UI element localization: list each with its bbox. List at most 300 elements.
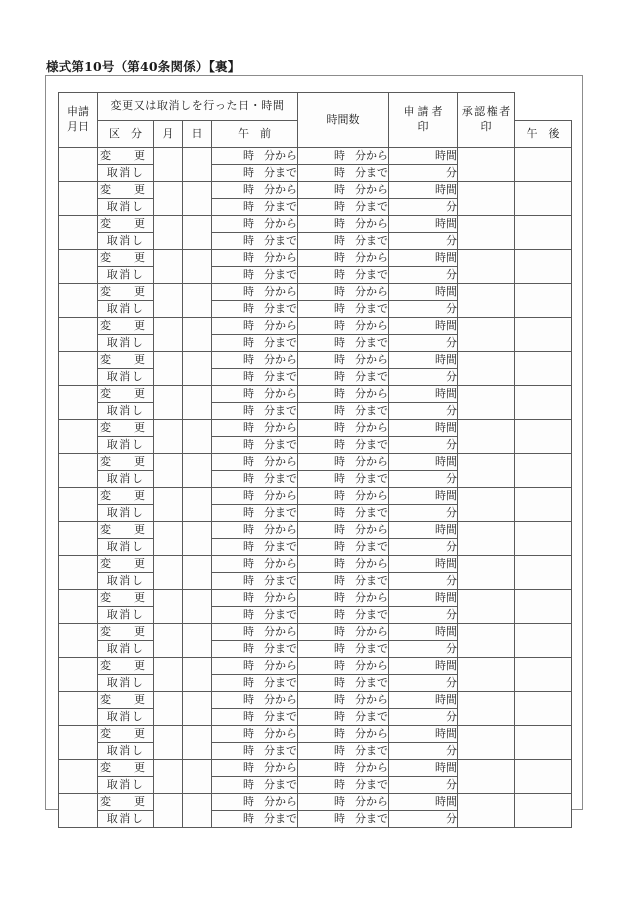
cell-application-date[interactable] (59, 692, 98, 726)
cell-applicant-seal[interactable] (458, 556, 515, 590)
cell-minutes[interactable]: 分 (389, 369, 458, 386)
cell-approver-seal[interactable] (515, 250, 572, 284)
cell-kubun-cancel[interactable]: 取消し (98, 505, 154, 522)
cell-kubun-cancel[interactable]: 取消し (98, 573, 154, 590)
cell-pm-to[interactable]: 時 分まで (298, 233, 389, 250)
cell-kubun-cancel[interactable]: 取消し (98, 369, 154, 386)
table-row (59, 658, 572, 675)
cell-day[interactable] (183, 556, 212, 590)
cell-pm-to[interactable]: 時 分まで (298, 743, 389, 760)
cell-approver-seal[interactable] (515, 182, 572, 216)
cell-am-to[interactable]: 時 分まで (212, 539, 298, 556)
cell-applicant-seal[interactable] (458, 692, 515, 726)
table-row (59, 624, 572, 641)
cell-pm-to[interactable]: 時 分まで (298, 199, 389, 216)
cell-applicant-seal[interactable] (458, 658, 515, 692)
cell-approver-seal[interactable] (515, 284, 572, 318)
cell-minutes[interactable]: 分 (389, 607, 458, 624)
cell-am-to[interactable]: 時 分まで (212, 403, 298, 420)
cell-am-from[interactable]: 時 分から (212, 216, 298, 233)
cell-hours[interactable]: 時間 (389, 318, 458, 335)
cell-application-date[interactable] (59, 284, 98, 318)
cell-minutes[interactable]: 分 (389, 811, 458, 828)
cell-application-date[interactable] (59, 556, 98, 590)
header-row-1 (59, 93, 572, 121)
header-applicant-seal-line2: 印 (417, 120, 429, 133)
cell-kubun-change[interactable]: 変 更 (98, 692, 154, 709)
table-row (59, 556, 572, 573)
cell-day[interactable] (183, 658, 212, 692)
cell-approver-seal[interactable] (515, 386, 572, 420)
cell-am-from[interactable]: 時 分から (212, 794, 298, 811)
cell-am-from[interactable]: 時 分から (212, 454, 298, 471)
table-row (59, 318, 572, 335)
cell-application-date[interactable] (59, 250, 98, 284)
cell-am-to[interactable]: 時 分まで (212, 777, 298, 794)
cell-am-from[interactable]: 時 分から (212, 182, 298, 199)
cell-am-to[interactable]: 時 分まで (212, 301, 298, 318)
header-group-title: 変更又は取消しを行った日・時間 (98, 93, 298, 121)
cell-hours[interactable]: 時間 (389, 692, 458, 709)
cell-approver-seal[interactable] (515, 590, 572, 624)
change-cancel-record-table (58, 92, 572, 828)
cell-kubun-cancel[interactable]: 取消し (98, 539, 154, 556)
table-header (59, 93, 572, 148)
cell-am-to[interactable]: 時 分まで (212, 675, 298, 692)
table-row (59, 284, 572, 301)
cell-approver-seal[interactable] (515, 488, 572, 522)
table-row (59, 692, 572, 709)
cell-kubun-change[interactable]: 変 更 (98, 522, 154, 539)
cell-kubun-cancel[interactable]: 取消し (98, 471, 154, 488)
cell-month[interactable] (154, 250, 183, 284)
cell-pm-from[interactable]: 時 分から (298, 318, 389, 335)
cell-am-from[interactable]: 時 分から (212, 148, 298, 165)
cell-month[interactable] (154, 386, 183, 420)
cell-month[interactable] (154, 760, 183, 794)
cell-applicant-seal[interactable] (458, 624, 515, 658)
cell-kubun-change[interactable]: 変 更 (98, 760, 154, 777)
cell-kubun-cancel[interactable]: 取消し (98, 641, 154, 658)
cell-day[interactable] (183, 284, 212, 318)
cell-applicant-seal[interactable] (458, 488, 515, 522)
cell-am-from[interactable]: 時 分から (212, 318, 298, 335)
cell-month[interactable] (154, 522, 183, 556)
cell-applicant-seal[interactable] (458, 726, 515, 760)
header-am: 午 前 (212, 120, 298, 148)
cell-approver-seal[interactable] (515, 726, 572, 760)
cell-month[interactable] (154, 692, 183, 726)
cell-hours[interactable]: 時間 (389, 454, 458, 471)
cell-pm-to[interactable]: 時 分まで (298, 437, 389, 454)
cell-pm-from[interactable]: 時 分から (298, 148, 389, 165)
cell-kubun-change[interactable]: 変 更 (98, 250, 154, 267)
cell-pm-to[interactable]: 時 分まで (298, 471, 389, 488)
cell-application-date[interactable] (59, 386, 98, 420)
cell-kubun-change[interactable]: 変 更 (98, 794, 154, 811)
cell-minutes[interactable]: 分 (389, 471, 458, 488)
cell-kubun-cancel[interactable]: 取消し (98, 675, 154, 692)
cell-kubun-cancel[interactable]: 取消し (98, 777, 154, 794)
cell-day[interactable] (183, 488, 212, 522)
cell-kubun-cancel[interactable]: 取消し (98, 267, 154, 284)
cell-kubun-cancel[interactable]: 取消し (98, 607, 154, 624)
cell-day[interactable] (183, 522, 212, 556)
cell-approver-seal[interactable] (515, 318, 572, 352)
cell-hours[interactable]: 時間 (389, 182, 458, 199)
cell-applicant-seal[interactable] (458, 284, 515, 318)
cell-am-from[interactable]: 時 分から (212, 352, 298, 369)
cell-application-date[interactable] (59, 522, 98, 556)
cell-am-to[interactable]: 時 分まで (212, 233, 298, 250)
cell-pm-from[interactable]: 時 分から (298, 454, 389, 471)
cell-pm-from[interactable]: 時 分から (298, 556, 389, 573)
cell-hours[interactable]: 時間 (389, 726, 458, 743)
cell-hours[interactable]: 時間 (389, 794, 458, 811)
cell-kubun-change[interactable]: 変 更 (98, 352, 154, 369)
table-row (59, 726, 572, 743)
cell-minutes[interactable]: 分 (389, 267, 458, 284)
cell-pm-to[interactable]: 時 分まで (298, 641, 389, 658)
cell-hours[interactable]: 時間 (389, 760, 458, 777)
cell-kubun-change[interactable]: 変 更 (98, 454, 154, 471)
cell-kubun-change[interactable]: 変 更 (98, 624, 154, 641)
cell-pm-to[interactable]: 時 分まで (298, 777, 389, 794)
cell-kubun-cancel[interactable]: 取消し (98, 437, 154, 454)
cell-application-date[interactable] (59, 182, 98, 216)
cell-application-date[interactable] (59, 488, 98, 522)
header-applicant-seal (389, 93, 458, 148)
cell-am-to[interactable]: 時 分まで (212, 471, 298, 488)
cell-approver-seal[interactable] (515, 420, 572, 454)
cell-pm-from[interactable]: 時 分から (298, 760, 389, 777)
cell-minutes[interactable]: 分 (389, 505, 458, 522)
cell-application-date[interactable] (59, 726, 98, 760)
cell-applicant-seal[interactable] (458, 522, 515, 556)
cell-day[interactable] (183, 590, 212, 624)
cell-approver-seal[interactable] (515, 556, 572, 590)
cell-day[interactable] (183, 454, 212, 488)
cell-month[interactable] (154, 182, 183, 216)
cell-application-date[interactable] (59, 794, 98, 828)
cell-pm-to[interactable]: 時 分まで (298, 403, 389, 420)
cell-am-to[interactable]: 時 分まで (212, 199, 298, 216)
cell-applicant-seal[interactable] (458, 352, 515, 386)
cell-kubun-cancel[interactable]: 取消し (98, 301, 154, 318)
cell-minutes[interactable]: 分 (389, 233, 458, 250)
cell-kubun-change[interactable]: 変 更 (98, 726, 154, 743)
cell-day[interactable] (183, 318, 212, 352)
cell-am-to[interactable]: 時 分まで (212, 573, 298, 590)
cell-approver-seal[interactable] (515, 624, 572, 658)
cell-month[interactable] (154, 352, 183, 386)
cell-application-date[interactable] (59, 420, 98, 454)
cell-month[interactable] (154, 590, 183, 624)
header-hours-count: 時間数 (298, 93, 389, 148)
cell-day[interactable] (183, 726, 212, 760)
cell-approver-seal[interactable] (515, 352, 572, 386)
table-row (59, 250, 572, 267)
table-row (59, 148, 572, 165)
table-row (59, 216, 572, 233)
cell-applicant-seal[interactable] (458, 182, 515, 216)
cell-pm-to[interactable]: 時 分まで (298, 811, 389, 828)
cell-am-from[interactable]: 時 分から (212, 726, 298, 743)
cell-pm-from[interactable]: 時 分から (298, 250, 389, 267)
cell-pm-to[interactable]: 時 分まで (298, 539, 389, 556)
table-row (59, 454, 572, 471)
cell-month[interactable] (154, 318, 183, 352)
cell-kubun-change[interactable]: 変 更 (98, 148, 154, 165)
cell-application-date[interactable] (59, 658, 98, 692)
document-title: 様式第10号（第40条関係）【裏】 (46, 59, 241, 74)
cell-am-to[interactable]: 時 分まで (212, 641, 298, 658)
cell-kubun-change[interactable]: 変 更 (98, 488, 154, 505)
cell-approver-seal[interactable] (515, 148, 572, 182)
header-application-date-line2: 月日 (67, 120, 89, 133)
cell-kubun-cancel[interactable]: 取消し (98, 743, 154, 760)
cell-day[interactable] (183, 250, 212, 284)
cell-month[interactable] (154, 794, 183, 828)
cell-application-date[interactable] (59, 318, 98, 352)
cell-am-to[interactable]: 時 分まで (212, 607, 298, 624)
cell-am-from[interactable]: 時 分から (212, 658, 298, 675)
cell-am-from[interactable]: 時 分から (212, 692, 298, 709)
cell-minutes[interactable]: 分 (389, 165, 458, 182)
cell-am-to[interactable]: 時 分まで (212, 267, 298, 284)
cell-day[interactable] (183, 182, 212, 216)
cell-applicant-seal[interactable] (458, 148, 515, 182)
cell-am-to[interactable]: 時 分まで (212, 165, 298, 182)
cell-month[interactable] (154, 420, 183, 454)
cell-month[interactable] (154, 216, 183, 250)
cell-minutes[interactable]: 分 (389, 675, 458, 692)
cell-pm-to[interactable]: 時 分まで (298, 573, 389, 590)
cell-am-to[interactable]: 時 分まで (212, 437, 298, 454)
cell-applicant-seal[interactable] (458, 318, 515, 352)
cell-approver-seal[interactable] (515, 454, 572, 488)
cell-kubun-cancel[interactable]: 取消し (98, 199, 154, 216)
cell-pm-from[interactable]: 時 分から (298, 216, 389, 233)
cell-hours[interactable]: 時間 (389, 556, 458, 573)
cell-am-to[interactable]: 時 分まで (212, 335, 298, 352)
cell-day[interactable] (183, 216, 212, 250)
cell-kubun-change[interactable]: 変 更 (98, 420, 154, 437)
cell-kubun-change[interactable]: 変 更 (98, 658, 154, 675)
cell-kubun-change[interactable]: 変 更 (98, 284, 154, 301)
cell-am-to[interactable]: 時 分まで (212, 743, 298, 760)
cell-hours[interactable]: 時間 (389, 284, 458, 301)
cell-hours[interactable]: 時間 (389, 420, 458, 437)
cell-pm-to[interactable]: 時 分まで (298, 675, 389, 692)
cell-minutes[interactable]: 分 (389, 709, 458, 726)
cell-kubun-cancel[interactable]: 取消し (98, 165, 154, 182)
cell-kubun-change[interactable]: 変 更 (98, 590, 154, 607)
header-application-date-line1: 申請 (67, 105, 89, 119)
cell-approver-seal[interactable] (515, 658, 572, 692)
header-pm: 午 後 (515, 120, 572, 148)
cell-hours[interactable]: 時間 (389, 352, 458, 369)
cell-applicant-seal[interactable] (458, 454, 515, 488)
cell-am-from[interactable]: 時 分から (212, 284, 298, 301)
cell-am-from[interactable]: 時 分から (212, 624, 298, 641)
cell-kubun-change[interactable]: 変 更 (98, 386, 154, 403)
cell-pm-from[interactable]: 時 分から (298, 182, 389, 199)
cell-application-date[interactable] (59, 216, 98, 250)
cell-am-from[interactable]: 時 分から (212, 556, 298, 573)
table-row (59, 386, 572, 403)
cell-applicant-seal[interactable] (458, 216, 515, 250)
cell-am-from[interactable]: 時 分から (212, 386, 298, 403)
cell-application-date[interactable] (59, 148, 98, 182)
cell-minutes[interactable]: 分 (389, 573, 458, 590)
cell-hours[interactable]: 時間 (389, 216, 458, 233)
cell-month[interactable] (154, 624, 183, 658)
cell-am-from[interactable]: 時 分から (212, 250, 298, 267)
cell-approver-seal[interactable] (515, 760, 572, 794)
cell-am-from[interactable]: 時 分から (212, 488, 298, 505)
table-row (59, 352, 572, 369)
cell-kubun-cancel[interactable]: 取消し (98, 233, 154, 250)
cell-applicant-seal[interactable] (458, 760, 515, 794)
cell-day[interactable] (183, 624, 212, 658)
cell-day[interactable] (183, 760, 212, 794)
cell-month[interactable] (154, 556, 183, 590)
cell-minutes[interactable]: 分 (389, 777, 458, 794)
cell-approver-seal[interactable] (515, 216, 572, 250)
cell-pm-from[interactable]: 時 分から (298, 658, 389, 675)
cell-minutes[interactable]: 分 (389, 437, 458, 454)
cell-approver-seal[interactable] (515, 794, 572, 828)
cell-pm-from[interactable]: 時 分から (298, 794, 389, 811)
cell-kubun-change[interactable]: 変 更 (98, 556, 154, 573)
cell-month[interactable] (154, 488, 183, 522)
cell-day[interactable] (183, 794, 212, 828)
cell-hours[interactable]: 時間 (389, 386, 458, 403)
cell-month[interactable] (154, 658, 183, 692)
cell-pm-to[interactable]: 時 分まで (298, 505, 389, 522)
cell-minutes[interactable]: 分 (389, 403, 458, 420)
cell-pm-to[interactable]: 時 分まで (298, 607, 389, 624)
header-applicant-seal-line1: 申請者 (403, 105, 446, 119)
cell-pm-to[interactable]: 時 分まで (298, 709, 389, 726)
cell-applicant-seal[interactable] (458, 250, 515, 284)
cell-hours[interactable]: 時間 (389, 590, 458, 607)
cell-application-date[interactable] (59, 454, 98, 488)
cell-minutes[interactable]: 分 (389, 743, 458, 760)
cell-application-date[interactable] (59, 590, 98, 624)
table-row (59, 760, 572, 777)
cell-kubun-cancel[interactable]: 取消し (98, 403, 154, 420)
cell-kubun-change[interactable]: 変 更 (98, 182, 154, 199)
cell-pm-to[interactable]: 時 分まで (298, 301, 389, 318)
cell-month[interactable] (154, 454, 183, 488)
cell-applicant-seal[interactable] (458, 386, 515, 420)
cell-am-to[interactable]: 時 分まで (212, 369, 298, 386)
table-row (59, 488, 572, 505)
table-body (59, 148, 572, 828)
cell-month[interactable] (154, 284, 183, 318)
header-approver-seal-line2: 印 (480, 120, 492, 133)
cell-pm-from[interactable]: 時 分から (298, 420, 389, 437)
cell-am-from[interactable]: 時 分から (212, 522, 298, 539)
cell-pm-from[interactable]: 時 分から (298, 522, 389, 539)
cell-pm-from[interactable]: 時 分から (298, 726, 389, 743)
table-row (59, 182, 572, 199)
cell-pm-from[interactable]: 時 分から (298, 352, 389, 369)
table-row (59, 420, 572, 437)
cell-application-date[interactable] (59, 624, 98, 658)
cell-minutes[interactable]: 分 (389, 539, 458, 556)
cell-day[interactable] (183, 352, 212, 386)
cell-minutes[interactable]: 分 (389, 641, 458, 658)
cell-approver-seal[interactable] (515, 692, 572, 726)
cell-applicant-seal[interactable] (458, 590, 515, 624)
cell-pm-to[interactable]: 時 分まで (298, 369, 389, 386)
cell-application-date[interactable] (59, 760, 98, 794)
cell-month[interactable] (154, 726, 183, 760)
cell-kubun-change[interactable]: 変 更 (98, 216, 154, 233)
cell-am-from[interactable]: 時 分から (212, 760, 298, 777)
table-row (59, 794, 572, 811)
cell-approver-seal[interactable] (515, 522, 572, 556)
cell-hours[interactable]: 時間 (389, 522, 458, 539)
cell-am-to[interactable]: 時 分まで (212, 811, 298, 828)
cell-pm-from[interactable]: 時 分から (298, 692, 389, 709)
cell-hours[interactable]: 時間 (389, 488, 458, 505)
header-month: 月 (154, 120, 183, 148)
cell-day[interactable] (183, 386, 212, 420)
cell-pm-to[interactable]: 時 分まで (298, 165, 389, 182)
cell-hours[interactable]: 時間 (389, 624, 458, 641)
cell-pm-to[interactable]: 時 分まで (298, 335, 389, 352)
cell-minutes[interactable]: 分 (389, 335, 458, 352)
cell-kubun-cancel[interactable]: 取消し (98, 335, 154, 352)
cell-kubun-cancel[interactable]: 取消し (98, 709, 154, 726)
cell-day[interactable] (183, 420, 212, 454)
cell-pm-from[interactable]: 時 分から (298, 488, 389, 505)
cell-am-to[interactable]: 時 分まで (212, 709, 298, 726)
cell-month[interactable] (154, 148, 183, 182)
header-approver-seal-line1: 承認権者 (461, 105, 512, 119)
header-day: 日 (183, 120, 212, 148)
table-row (59, 522, 572, 539)
cell-application-date[interactable] (59, 352, 98, 386)
cell-am-to[interactable]: 時 分まで (212, 505, 298, 522)
cell-pm-to[interactable]: 時 分まで (298, 267, 389, 284)
cell-hours[interactable]: 時間 (389, 250, 458, 267)
cell-pm-from[interactable]: 時 分から (298, 284, 389, 301)
header-approver-seal (458, 93, 515, 148)
cell-pm-from[interactable]: 時 分から (298, 624, 389, 641)
header-application-date (59, 93, 98, 148)
cell-am-from[interactable]: 時 分から (212, 590, 298, 607)
cell-applicant-seal[interactable] (458, 794, 515, 828)
cell-applicant-seal[interactable] (458, 420, 515, 454)
cell-minutes[interactable]: 分 (389, 199, 458, 216)
header-kubun: 区 分 (98, 120, 154, 148)
cell-kubun-cancel[interactable]: 取消し (98, 811, 154, 828)
cell-minutes[interactable]: 分 (389, 301, 458, 318)
cell-pm-from[interactable]: 時 分から (298, 386, 389, 403)
cell-day[interactable] (183, 148, 212, 182)
cell-kubun-change[interactable]: 変 更 (98, 318, 154, 335)
cell-hours[interactable]: 時間 (389, 658, 458, 675)
cell-pm-from[interactable]: 時 分から (298, 590, 389, 607)
cell-am-from[interactable]: 時 分から (212, 420, 298, 437)
cell-day[interactable] (183, 692, 212, 726)
cell-hours[interactable]: 時間 (389, 148, 458, 165)
